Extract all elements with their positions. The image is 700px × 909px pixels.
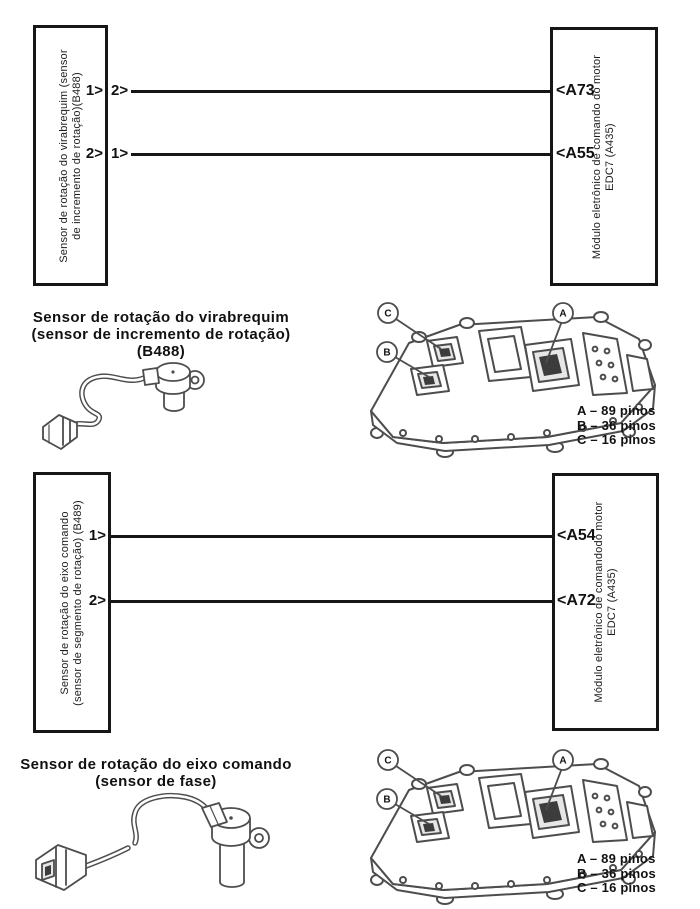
- pin-label-ecu-a54: <A54: [557, 527, 596, 544]
- crankshaft-sensor-illustration: [35, 355, 215, 457]
- pin-label-sensor-1-inner: 1>: [85, 82, 103, 99]
- callout-letter-c: C: [384, 755, 392, 767]
- ecu-pin-legend-1: [577, 404, 656, 448]
- label-line: Sensor de rotação do virabrequim (sensor: [57, 48, 70, 263]
- label-line: EDC7 (A435): [605, 568, 618, 636]
- wire-crank-signal-2: [131, 153, 550, 156]
- legend-line: B – 36 pinos: [577, 417, 656, 433]
- sensor-plug: [36, 845, 86, 890]
- cable-outline: [69, 376, 144, 427]
- cable-core: [69, 376, 144, 427]
- pin-label-ecu-a73: <A73: [556, 82, 595, 99]
- heading-line: (sensor de fase): [95, 773, 217, 790]
- pin-label-cam-sensor-1: 1>: [88, 527, 106, 544]
- ecu-box-2-label: [593, 501, 619, 702]
- label-line: de incremento de rotação)(B488): [70, 71, 83, 240]
- callout-letter-a: A: [559, 755, 567, 767]
- wire-crank-signal-1: [131, 90, 550, 93]
- heading-line: (sensor de incremento de rotação): [31, 326, 291, 343]
- heading-line: (B488): [136, 343, 186, 360]
- label-line: Sensor de rotação do eixo comando: [59, 510, 71, 695]
- callout-letter-b: B: [383, 794, 391, 806]
- sensor-plug: [43, 415, 77, 449]
- pin-label-sensor-1-outer: 2>: [111, 82, 129, 99]
- crankshaft-sensor-heading: [5, 309, 317, 360]
- callout-letter-c: C: [384, 308, 392, 320]
- legend-line: C – 16 pinos: [577, 880, 656, 895]
- wire-cam-signal-2: [110, 600, 552, 603]
- label-line: (sensor de segmento de rotação) (B489): [72, 499, 84, 706]
- heading-line: Sensor de rotação do virabrequim: [32, 309, 290, 326]
- legend-line: A – 89 pinos: [577, 851, 656, 866]
- heading-line: Sensor de rotação do eixo comando: [20, 756, 292, 773]
- legend-line: A – 89 pinos: [577, 403, 656, 418]
- sensor-head: [202, 803, 269, 887]
- pin-label-sensor-2-inner: 2>: [85, 145, 103, 162]
- pin-label-ecu-a55: <A55: [556, 145, 595, 162]
- pin-label-sensor-2-outer: 1>: [111, 145, 129, 162]
- legend-line: B – 36 pinos: [577, 865, 656, 881]
- wire-cam-signal-1: [110, 535, 552, 538]
- label-line: EDC7 (A435): [604, 122, 616, 191]
- sensor-head: [143, 363, 204, 411]
- cable-core: [86, 848, 128, 866]
- callout-letter-a: A: [559, 308, 567, 320]
- label-line: Módulo eletrônico de comando do motor: [591, 54, 603, 259]
- camshaft-sensor-heading: [5, 756, 307, 790]
- camshaft-sensor-illustration: [28, 790, 276, 907]
- pin-label-ecu-a72: <A72: [557, 592, 596, 609]
- legend-line: C – 16 pinos: [577, 432, 656, 447]
- callout-letter-b: B: [383, 347, 391, 359]
- pin-label-cam-sensor-2: 2>: [88, 592, 106, 609]
- ecu-pin-legend-2: [577, 852, 656, 896]
- label-line: Módulo eletrônico de comandodo motor: [592, 501, 605, 703]
